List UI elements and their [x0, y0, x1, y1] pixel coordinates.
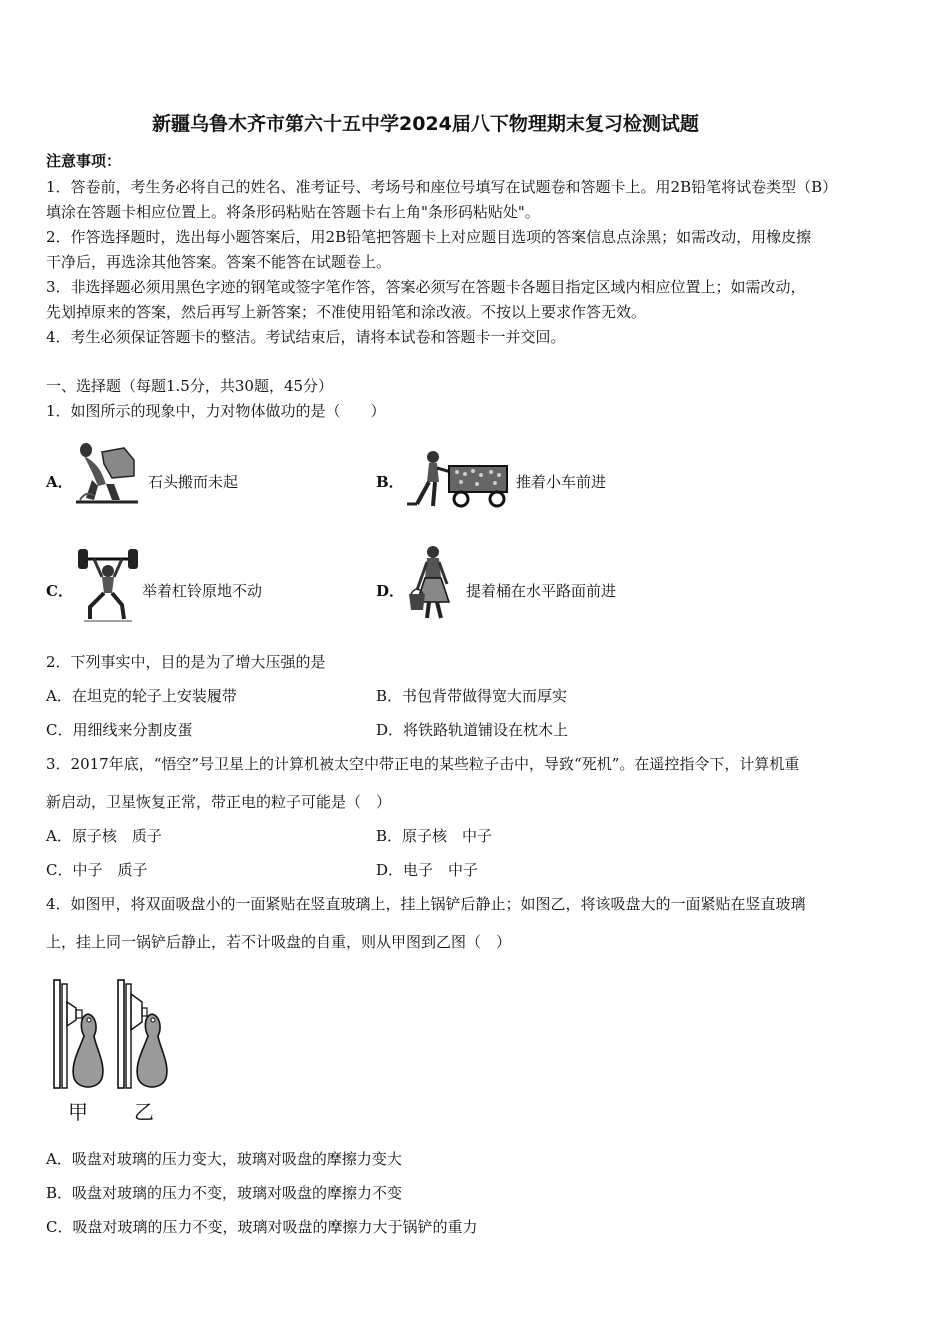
- notes-line: 填涂在答题卡相应位置上。将条形码粘贴在答题卡右上角"条形码粘贴处"。: [46, 203, 540, 221]
- page-title: 新疆乌鲁木齐市第六十五中学2024届八下物理期末复习检测试题: [152, 113, 699, 135]
- option-text: B．原子核 中子: [376, 827, 493, 845]
- option-text: B．书包背带做得宽大而厚实: [376, 687, 568, 705]
- section-heading: 一、选择题（每题1.5分，共30题，45分）: [46, 377, 334, 395]
- notes-line: 2．作答选择题时，选出每小题答案后，用2B铅笔把答题卡上对应题目选项的答案信息点涂黑；如需改动，用橡皮擦: [46, 228, 812, 246]
- question-stem: 1．如图所示的现象中，力对物体做功的是（ ）: [46, 402, 386, 420]
- carrying-bucket-illustration: [405, 544, 461, 622]
- notes-line: 3．非选择题必须用黑色字迹的钢笔或签字笔作答，答案必须写在答题卡各题目指定区域内相应位置上；如需改动，: [46, 278, 806, 296]
- figure-label-yi: 乙: [134, 1100, 154, 1124]
- option-text: D．电子 中子: [376, 861, 479, 879]
- option-text: 推着小车前进: [516, 473, 607, 491]
- option-text: 石头搬而未起: [148, 473, 239, 491]
- option-text: C．吸盘对玻璃的压力不变，玻璃对吸盘的摩擦力大于锅铲的重力: [46, 1218, 478, 1236]
- question-stem: 3．2017年底，“悟空”号卫星上的计算机被太空中带正电的某些粒子击中，导致“死机”。在遥控指令下，计算机重: [46, 755, 800, 773]
- question-stem: 4．如图甲，将双面吸盘小的一面紧贴在竖直玻璃上，挂上锅铲后静止；如图乙，将该吸盘大的一面紧贴在竖直玻璃: [46, 895, 806, 913]
- glass-pane-yi: [118, 980, 131, 1088]
- notes-heading: 注意事项：: [46, 152, 122, 170]
- option-text: C．用细线来分割皮蛋: [46, 721, 193, 739]
- suction-cup-jia: [67, 1002, 82, 1026]
- option-letter: A．: [46, 473, 73, 491]
- question-stem: 2．下列事实中，目的是为了增大压强的是: [46, 653, 326, 671]
- pushing-cart-illustration: [403, 448, 513, 512]
- glass-pane-jia: [54, 980, 67, 1088]
- option-letter: C．: [46, 582, 73, 600]
- suction-cup-diagram: [50, 978, 190, 1100]
- lifting-stone-illustration: [72, 440, 142, 510]
- spatula-jia: [73, 1014, 103, 1087]
- option-text: 举着杠铃原地不动: [142, 582, 263, 600]
- option-text: B．吸盘对玻璃的压力不变，玻璃对吸盘的摩擦力不变: [46, 1184, 403, 1202]
- question-stem: 上，挂上同一锅铲后静止，若不计吸盘的自重，则从甲图到乙图（ ）: [46, 933, 512, 951]
- option-text: C．中子 质子: [46, 861, 148, 879]
- notes-line: 4．考生必须保证答题卡的整洁。考试结束后，请将本试卷和答题卡一并交回。: [46, 328, 566, 346]
- option-letter: D．: [376, 582, 405, 600]
- option-letter: B．: [376, 473, 404, 491]
- figure-label-jia: 甲: [68, 1100, 88, 1124]
- option-text: A．原子核 质子: [46, 827, 162, 845]
- notes-line: 干净后，再选涂其他答案。答案不能答在试题卷上。: [46, 253, 392, 271]
- option-text: A．吸盘对玻璃的压力变大，玻璃对吸盘的摩擦力变大: [46, 1150, 402, 1168]
- holding-barbell-illustration: [76, 547, 140, 623]
- notes-line: 先划掉原来的答案，然后再写上新答案；不准使用铅笔和涂改液。不按以上要求作答无效。: [46, 303, 647, 321]
- option-text: 提着桶在水平路面前进: [466, 582, 617, 600]
- option-text: A．在坦克的轮子上安装履带: [46, 687, 237, 705]
- notes-line: 1．答卷前，考生务必将自己的姓名、准考证号、考场号和座位号填写在试题卷和答题卡上。用2B铅笔将试卷类型（B）: [46, 178, 838, 196]
- question-stem: 新启动，卫星恢复正常，带正电的粒子可能是（ ）: [46, 793, 392, 811]
- spatula-yi: [137, 1014, 167, 1087]
- option-text: D．将铁路轨道铺设在枕木上: [376, 721, 569, 739]
